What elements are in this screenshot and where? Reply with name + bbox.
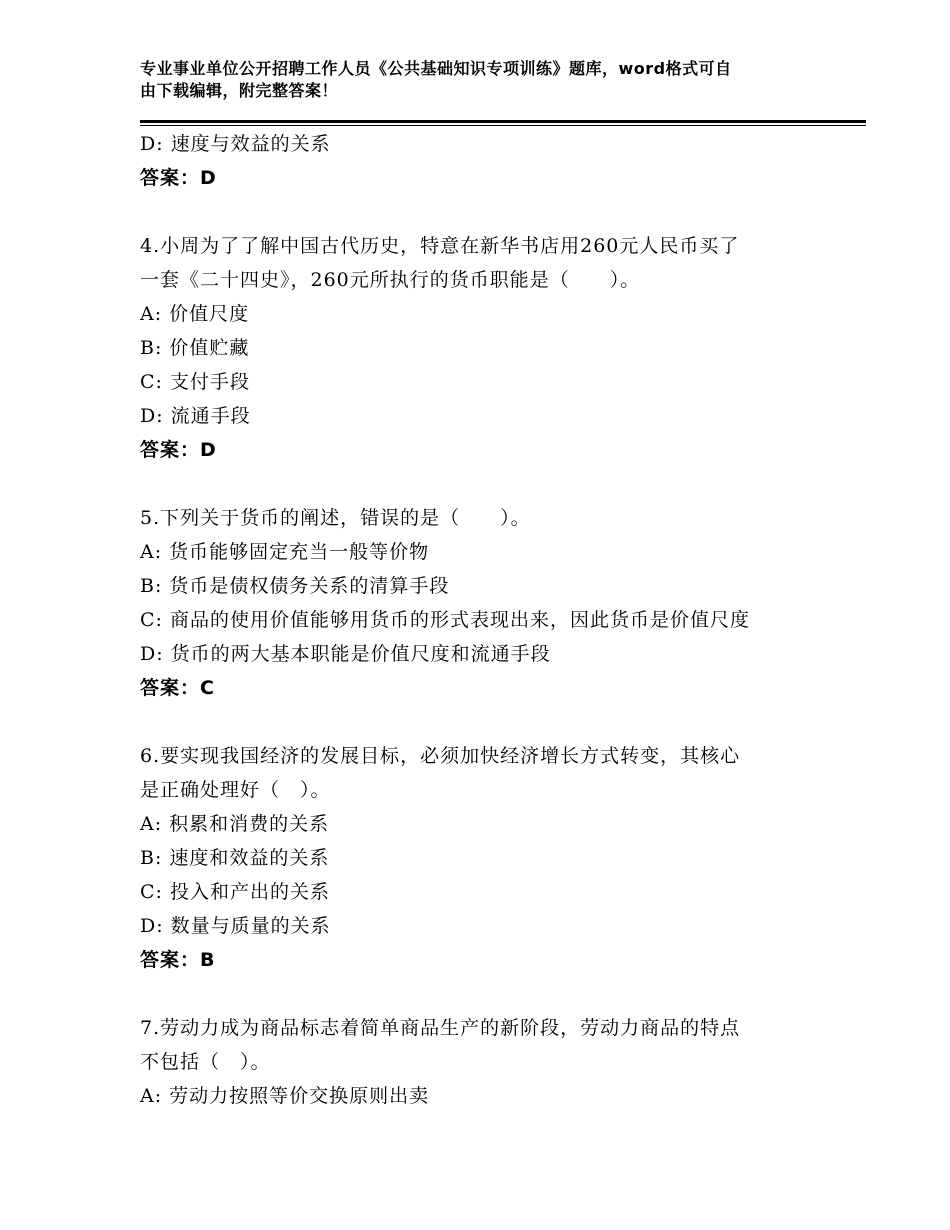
prev-option-d: D: 速度与效益的关系 [140, 133, 331, 155]
option-d: D: 数量与质量的关系 [140, 915, 331, 937]
question-7 [140, 1011, 840, 1113]
question-stem: 4.小周为了了解中国古代历史，特意在新华书店用260元人民币买了 [140, 235, 740, 257]
prev-answer: 答案：D [140, 167, 217, 189]
header-line-1: 专业事业单位公开招聘工作人员《公共基础知识专项训练》题库，word格式可自 [140, 59, 732, 78]
answer: 答案：D [140, 439, 217, 461]
spacer [140, 705, 840, 739]
question-list [140, 127, 840, 1113]
option-b: B: 速度和效益的关系 [140, 847, 330, 869]
question-stem: 7.劳动力成为商品标志着简单商品生产的新阶段，劳动力商品的特点 [140, 1017, 741, 1039]
option-d: D: 流通手段 [140, 405, 251, 427]
question-stem: 5.下列关于货币的阐述，错误的是（ ）。 [140, 507, 531, 529]
option-d: D: 货币的两大基本职能是价值尺度和流通手段 [140, 643, 551, 665]
question-stem: 不包括（ ）。 [140, 1051, 271, 1073]
question-stem: 6.要实现我国经济的发展目标，必须加快经济增长方式转变，其核心 [140, 745, 741, 767]
question-5 [140, 501, 840, 705]
option-a: A: 劳动力按照等价交换原则出卖 [140, 1085, 430, 1107]
option-b: B: 价值贮藏 [140, 337, 250, 359]
answer: 答案：B [140, 949, 216, 971]
document-header [140, 58, 820, 102]
spacer [140, 467, 840, 501]
question-stem: 一套《二十四史》，260元所执行的货币职能是（ ）。 [140, 269, 641, 291]
option-a: A: 货币能够固定充当一般等价物 [140, 541, 430, 563]
spacer [140, 977, 840, 1011]
header-rule-thin [140, 125, 866, 126]
question-6 [140, 739, 840, 977]
option-a: A: 积累和消费的关系 [140, 813, 330, 835]
header-rule-thick [140, 120, 866, 123]
option-b: B: 货币是债权债务关系的清算手段 [140, 575, 450, 597]
answer: 答案：C [140, 677, 215, 699]
option-c: C: 投入和产出的关系 [140, 881, 330, 903]
question-4 [140, 229, 840, 467]
header-line-2: 由下载编辑，附完整答案！ [140, 81, 339, 100]
option-a: A: 价值尺度 [140, 303, 250, 325]
spacer [140, 195, 840, 229]
question-stem: 是正确处理好（ ）。 [140, 779, 331, 801]
option-c: C: 支付手段 [140, 371, 250, 393]
option-c: C: 商品的使用价值能够用货币的形式表现出来，因此货币是价值尺度 [140, 609, 750, 631]
